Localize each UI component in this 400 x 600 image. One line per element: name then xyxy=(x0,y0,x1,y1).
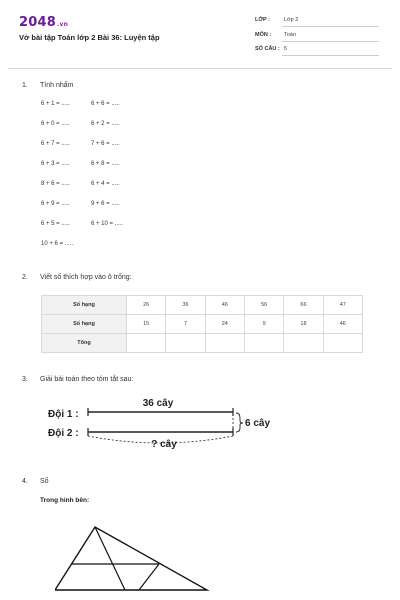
table-cell: 47 xyxy=(323,296,362,315)
table-cell: 66 xyxy=(284,296,323,315)
calc-item: 10 + 6 = ..... xyxy=(41,241,74,247)
addition-table xyxy=(41,295,363,353)
difference-label: 6 cây xyxy=(245,418,271,429)
inner-segment xyxy=(139,564,159,590)
meta-subject-row xyxy=(255,29,379,42)
meta-underline xyxy=(282,55,379,56)
table-row xyxy=(42,315,363,334)
header-divider xyxy=(8,68,392,69)
tree-summary-diagram xyxy=(40,392,280,456)
calc-item: 6 + 4 = ..... xyxy=(91,181,120,187)
q3-title: Giải bài toán theo tóm tắt sau: xyxy=(40,376,134,383)
calc-item: 6 + 10 = ..... xyxy=(91,221,124,227)
logo-text: 2048 xyxy=(19,15,56,30)
answer-cell[interactable] xyxy=(244,334,283,353)
calc-item: 6 + 2 = ..... xyxy=(91,121,120,127)
triangle-figure xyxy=(55,515,215,600)
top-total-label: 36 cây xyxy=(142,398,174,409)
meta-count-key: SỐ CÂU : xyxy=(255,46,280,52)
unknown-label: ? cây xyxy=(151,439,177,450)
calc-item: 6 + 5 = ..... xyxy=(41,221,70,227)
table-cell: 46 xyxy=(205,296,244,315)
calc-item: 6 + 0 = ..... xyxy=(41,121,70,127)
table-cell: 26 xyxy=(127,296,166,315)
logo-suffix: .vn xyxy=(56,21,69,28)
calc-item: 6 + 6 = ..... xyxy=(91,101,120,107)
q2-number: 2. xyxy=(22,274,28,281)
calc-item: 6 + 9 = ..... xyxy=(41,201,70,207)
q1-number: 1. xyxy=(22,82,28,89)
answer-cell[interactable] xyxy=(127,334,166,353)
q4-title: Số xyxy=(40,478,49,485)
meta-subject-value: Toán xyxy=(284,32,296,38)
row-header: Số hạng xyxy=(42,296,127,315)
meta-class-value: Lớp 2 xyxy=(284,17,299,23)
answer-cell[interactable] xyxy=(205,334,244,353)
table-cell: 56 xyxy=(244,296,283,315)
calc-item: 9 + 6 = ..... xyxy=(91,201,120,207)
table-row xyxy=(42,334,363,353)
meta-underline xyxy=(282,41,379,42)
calc-item: 6 + 8 = ..... xyxy=(91,161,120,167)
team1-label: Đội 1 : xyxy=(48,409,79,420)
meta-count-row xyxy=(255,43,379,56)
calc-item: 6 + 1 = ..... xyxy=(41,101,70,107)
right-brace xyxy=(236,413,243,432)
answer-cell[interactable] xyxy=(166,334,205,353)
table-cell: 24 xyxy=(205,315,244,334)
q4-subtitle: Trong hình bên: xyxy=(40,497,90,504)
table-cell: 9 xyxy=(244,315,283,334)
document-title: Vở bài tập Toán lớp 2 Bài 36: Luyện tập xyxy=(19,33,160,42)
inner-segment xyxy=(95,527,125,590)
meta-class-row xyxy=(255,14,379,27)
row-header: Số hạng xyxy=(42,315,127,334)
outer-triangle xyxy=(55,527,207,590)
q4-number: 4. xyxy=(22,478,28,485)
meta-subject-key: MÔN : xyxy=(255,32,272,38)
meta-count-value: 5 xyxy=(284,46,288,52)
table-row xyxy=(42,296,363,315)
meta-underline xyxy=(282,26,379,27)
answer-cell[interactable] xyxy=(323,334,362,353)
calc-item: 6 + 7 = ..... xyxy=(41,141,70,147)
q2-title: Viết số thích hợp vào ô trống: xyxy=(40,274,132,281)
row-header: Tổng xyxy=(42,334,127,353)
calc-item: 7 + 6 = ..... xyxy=(91,141,120,147)
q3-number: 3. xyxy=(22,376,28,383)
answer-cell[interactable] xyxy=(284,334,323,353)
calc-item: 6 + 3 = ..... xyxy=(41,161,70,167)
site-logo[interactable] xyxy=(19,15,68,30)
table-cell: 18 xyxy=(284,315,323,334)
meta-class-key: LỚP : xyxy=(255,17,270,23)
table-cell: 36 xyxy=(166,296,205,315)
team2-label: Đội 2 : xyxy=(48,428,79,439)
table-cell: 46 xyxy=(323,315,362,334)
calc-item: 8 + 6 = ..... xyxy=(41,181,70,187)
table-cell: 15 xyxy=(127,315,166,334)
q1-title: Tính nhẩm xyxy=(40,82,74,89)
table-cell: 7 xyxy=(166,315,205,334)
